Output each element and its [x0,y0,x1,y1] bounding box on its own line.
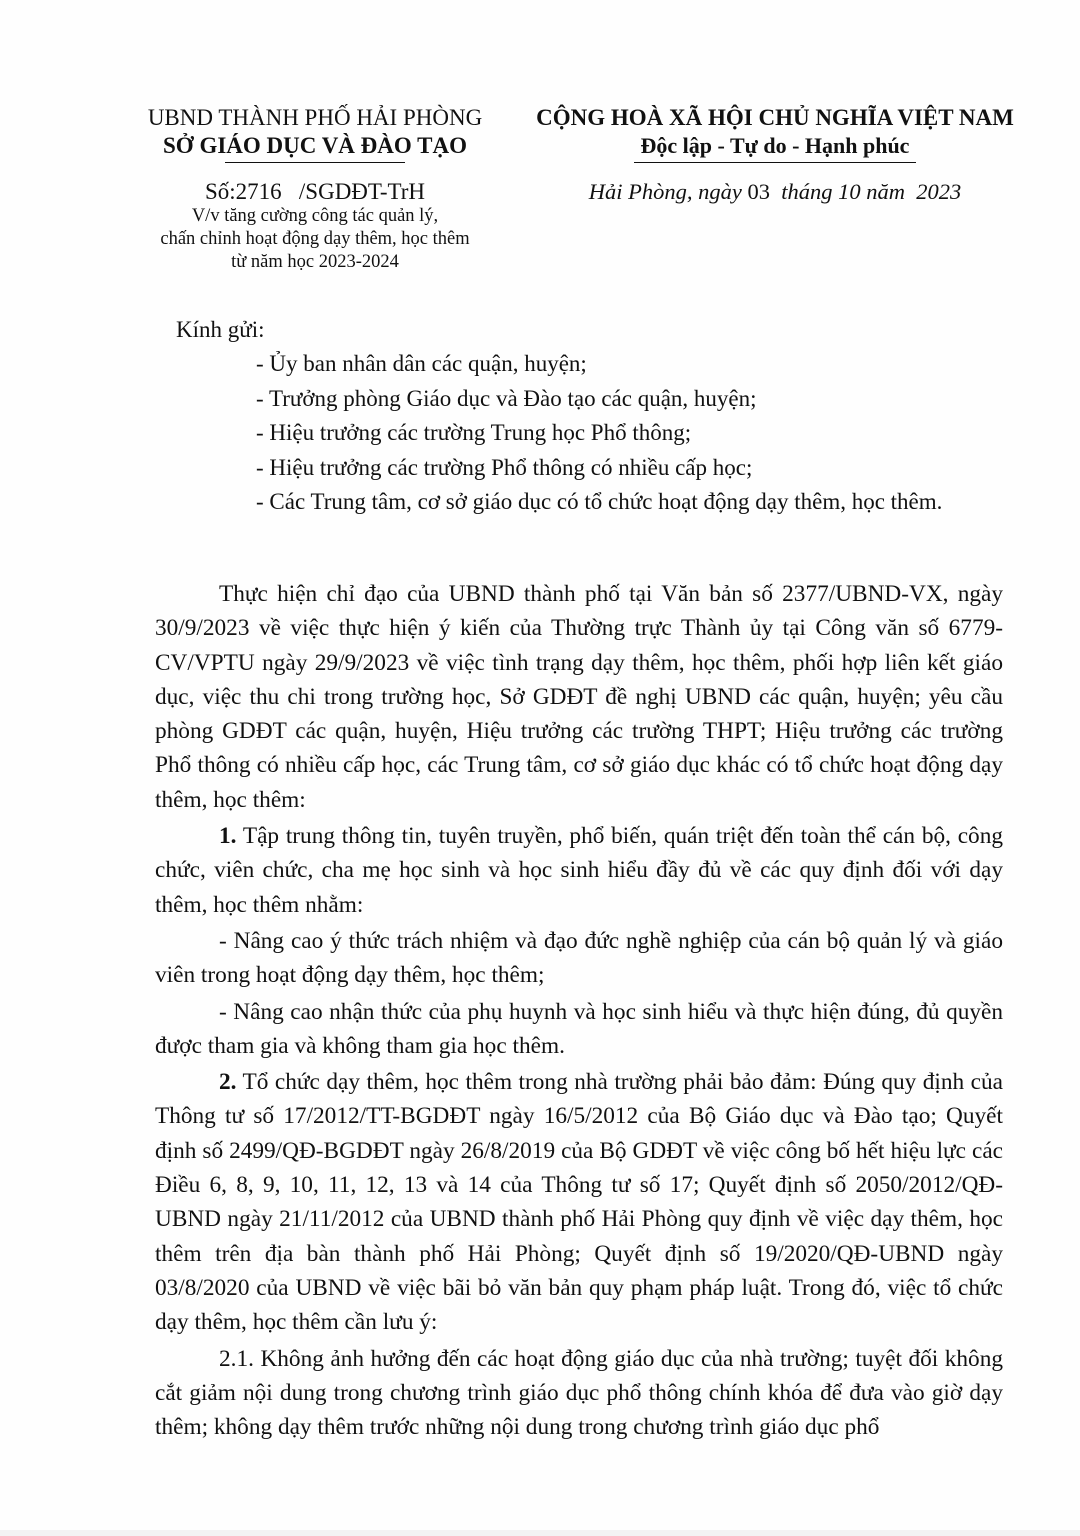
item-2-1-paragraph: 2.1. Không ảnh hưởng đến các hoạt động giáo dục của nhà trường; tuyệt đối không cắt giảm nội dung trong chương trình giáo dục phổ thông chính khóa để đưa vào giờ dạy thêm; không dạy thêm trước những nội dung trong chương trình giáo dục phổ [155,1345,1003,1441]
date-month: 10 [838,179,861,204]
document-number-suffix: /SGDĐT-TrH [298,179,426,204]
item-2-text: Tổ chức dạy thêm, học thêm trong nhà trường phải bảo đảm: Đúng quy định của Thông tư số 17/2012/TT-BGDĐT ngày 16/5/2012 của Bộ Giáo dục và Đào tạo; Quyết định số 2499/QĐ-BGDĐT ngày 26/8/2019 của Bộ GDĐT về việc công bố hết hiệu lực các Điều 6, 8, 9, 10, 11, 12, 13 và 14 của Thông tư số 17; Quyết định số 2050/2012/QĐ-UBND ngày 21/11/2012 của UBND thành phố Hải Phòng quy định về việc dạy thêm, học thêm trên địa bàn thành phố Hải Phòng; Quyết định số 19/2020/QĐ-UBND ngày 03/8/2020 của UBND về việc bãi bỏ văn bản quy phạm pháp luật. Trong đó, việc tổ chức dạy thêm, học thêm cần lưu ý: [155,1069,1003,1336]
item-1-bullet: - Nâng cao ý thức trách nhiệm và đạo đức nghề nghiệp của cán bộ quản lý và giáo viên trong hoạt động dạy thêm, học thêm; [155,927,1003,989]
subject-line: V/v tăng cường công tác quản lý, [191,206,439,226]
document-number-value: 2716 [235,179,282,204]
recipients-block [176,313,1016,520]
organization-underline [225,162,405,163]
page-bottom-edge [0,1530,1080,1536]
item-1-text: Tập trung thông tin, tuyên truyền, phổ biến, quán triệt đến toàn thể cán bộ, công chức, viên chức, cha mẹ học sinh và học sinh hiểu đầy đủ về các quy định đối với dạy thêm, học thêm nhằm: [155,823,1003,918]
recipient-item: - Hiệu trưởng các trường Phổ thông có nhiều cấp học; [256,454,753,480]
recipient-item: - Ủy ban nhân dân các quận, huyện; [256,351,587,376]
recipient-item: - Hiệu trưởng các trường Trung học Phổ thông; [256,420,692,446]
intro-paragraph: Thực hiện chỉ đạo của UBND thành phố tại Văn bản số 2377/UBND-VX, ngày 30/9/2023 về việc thực hiện ý kiến của Thường trực Thành ủy tại Công văn số 6779- CV/VPTU ngày 29/9/2023 về việc tình trạng dạy thêm, học thêm, phối hợp liên kết giáo dục, việc thu chi trong trường học, Sở GDĐT đề nghị UBND các quận, huyện; yêu cầu phòng GDĐT các quận, huyện, Hiệu trưởng các trường THPT; Hiệu trưởng các trường Phổ thông có nhiều cấp học, các Trung tâm, cơ sở giáo dục khác có tổ chức hoạt động dạy thêm, học thêm: [155,581,1003,813]
item-1-number: 1. [219,823,237,850]
date-year: 2023 [916,179,962,204]
item-2-paragraph [155,1065,1003,1339]
date-year-label: năm [866,179,905,204]
document-body [155,577,1003,1444]
item-1-bullet: - Nâng cao nhận thức của phụ huynh và học sinh hiểu và thực hiện đúng, đủ quyền được tham gia và không tham gia học thêm. [155,998,1003,1059]
motto-underline [634,162,916,163]
country-name: CỘNG HOÀ XÃ HỘI CHỦ NGHĨA VIỆT NAM [536,105,1014,130]
date-place-prefix: Hải Phòng, ngày [588,179,742,204]
item-1-paragraph [155,819,1003,922]
recipient-item: - Trưởng phòng Giáo dục và Đào tạo các quận, huyện; [256,385,757,411]
document-number-prefix: Số: [204,179,236,204]
issue-date [520,179,1030,205]
parent-organization: UBND THÀNH PHỐ HẢI PHÒNG [147,105,483,130]
national-motto: Độc lập - Tự do - Hạnh phúc [640,133,910,158]
date-day: 03 [747,179,770,204]
subject-line: chấn chỉnh hoạt động dạy thêm, học thêm [160,229,470,249]
item-2-number: 2. [219,1069,237,1096]
greeting: Kính gửi: [176,317,265,342]
issuing-authority-block [130,104,500,274]
subject-line: từ năm học 2023-2024 [231,252,399,272]
organization-name: SỞ GIÁO DỤC VÀ ĐÀO TẠO [163,133,467,158]
national-title-block [520,104,1030,205]
document-number [130,179,500,205]
date-month-label: tháng [781,179,833,204]
recipient-item: - Các Trung tâm, cơ sở giáo dục có tổ chức hoạt động dạy thêm, học thêm. [256,489,943,515]
